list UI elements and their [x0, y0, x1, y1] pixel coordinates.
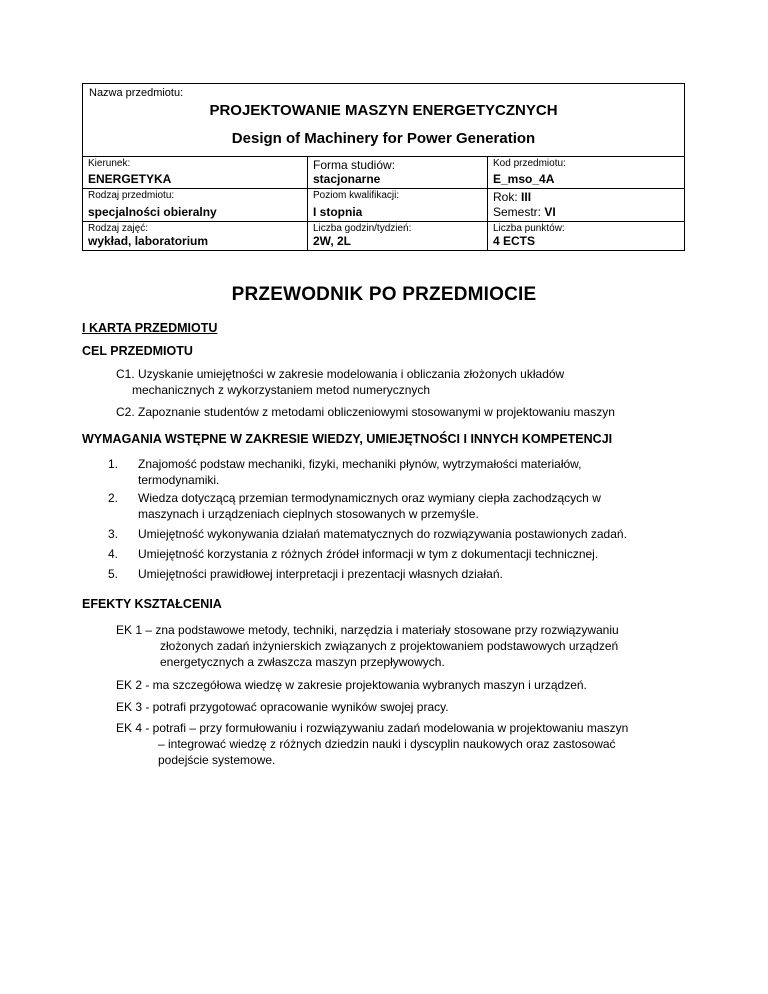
list-item-text-cont: maszynach i urządzeniach cieplnych stosowanych w przemyśle. [138, 507, 479, 521]
ek1-line3: energetycznych a zwłaszcza maszyn przepływowych. [160, 655, 445, 669]
goal-c1 [116, 366, 676, 398]
list-item [108, 526, 668, 542]
goal-c1-line2: mechanicznych z wykorzystaniem metod numerycznych [132, 383, 431, 397]
list-item [108, 456, 668, 488]
list-item-number: 4. [108, 547, 119, 561]
efekty-heading: EFEKTY KSZTAŁCENIA [82, 597, 222, 611]
punkty-cell [488, 222, 684, 250]
subject-title-en: Design of Machinery for Power Generation [231, 130, 536, 147]
page-title: PRZEWODNIK PO PRZEDMIOCIE [231, 284, 537, 305]
godziny-label: Liczba godzin/tydzień: [313, 223, 412, 234]
godziny-cell [308, 222, 488, 250]
kierunek-label: Kierunek: [88, 158, 131, 169]
godziny-value: 2W, 2L [313, 234, 352, 248]
kod-value: E_mso_4A [493, 172, 555, 186]
rodzaj-przedmiotu-value: specjalności obieralny [88, 205, 217, 219]
section-heading: I KARTA PRZEDMIOTU [82, 321, 218, 335]
goal-c2: C2. Zapoznanie studentów z metodami obliczeniowymi stosowanymi w projektowaniu maszyn [116, 405, 615, 419]
list-item-text: Umiejętności prawidłowej interpretacji i prezentacji własnych działań. [138, 567, 503, 581]
subject-name-cell [83, 84, 684, 157]
kierunek-value: ENERGETYKA [88, 172, 172, 186]
ek4-line1: EK 4 - potrafi – przy formułowaniu i rozwiązywaniu zadań modelowania w projektowaniu maszyn [116, 721, 629, 735]
list-item-text: Umiejętność wykonywania działań matematycznych do rozwiązywania postawionych zadań. [138, 527, 627, 541]
list-item-text: Znajomość podstaw mechaniki, fizyki, mechaniki płynów, wytrzymałości materiałów, [138, 457, 582, 471]
punkty-value: 4 ECTS [493, 234, 536, 248]
goal-c1-line1: C1. Uzyskanie umiejętności w zakresie modelowania i obliczania złożonych układów [116, 367, 565, 381]
poziom-label: Poziom kwalifikacji: [313, 190, 400, 201]
ek2: EK 2 - ma szczegółowa wiedzę w zakresie projektowania wybranych maszyn i urządzeń. [116, 678, 587, 692]
semestr-value: VI [544, 205, 556, 219]
forma-value: stacjonarne [313, 172, 381, 186]
ek3: EK 3 - potrafi przygotować opracowanie wyników swojej pracy. [116, 700, 449, 714]
list-item-text-cont: termodynamiki. [138, 473, 220, 487]
poziom-value: I stopnia [313, 205, 363, 219]
list-item-number: 2. [108, 491, 119, 505]
table-row [83, 189, 684, 222]
rok-line [493, 190, 531, 204]
list-item [108, 546, 668, 562]
subject-title-pl: PROJEKTOWANIE MASZYN ENERGETYCZNYCH [209, 102, 558, 119]
table-row [83, 157, 684, 189]
punkty-label: Liczba punktów: [493, 223, 565, 234]
rodzaj-zajec-label: Rodzaj zajęć: [88, 223, 149, 234]
ek4 [116, 720, 676, 768]
forma-cell [308, 157, 488, 188]
rok-semestr-cell [488, 189, 684, 221]
rok-label: Rok: [493, 190, 518, 204]
course-info-table [82, 83, 685, 251]
ek1-line1: EK 1 – zna podstawowe metody, techniki, narzędzia i materiały stosowane przy rozwiązywaniu [116, 623, 619, 637]
semestr-line [493, 205, 556, 219]
list-item [108, 490, 668, 522]
list-item-number: 5. [108, 567, 119, 581]
list-item-text: Wiedza dotyczącą przemian termodynamicznych oraz wymiany ciepła zachodzących w [138, 491, 601, 505]
kierunek-cell [83, 157, 308, 188]
forma-label: Forma studiów: [313, 158, 396, 172]
list-item-text: Umiejętność korzystania z różnych źródeł informacji w tym z dokumentacji technicznej. [138, 547, 599, 561]
rodzaj-przedmiotu-cell [83, 189, 308, 221]
semestr-label: Semestr: [493, 205, 542, 219]
kod-label: Kod przedmiotu: [493, 158, 566, 169]
ek1 [116, 622, 676, 670]
list-item-number: 1. [108, 457, 119, 471]
rodzaj-zajec-value: wykład, laboratorium [88, 234, 209, 248]
subject-label: Nazwa przedmiotu: [89, 87, 184, 99]
ek1-line2: złożonych zadań inżynierskich związanych z projektowaniem podstawowych urządzeń [160, 639, 619, 653]
rodzaj-przedmiotu-label: Rodzaj przedmiotu: [88, 190, 175, 201]
ek4-line2: – integrować wiedzę z różnych dziedzin nauki i dyscyplin naukowych oraz zastosować [158, 737, 616, 751]
rok-value: III [521, 190, 532, 204]
poziom-cell [308, 189, 488, 221]
rodzaj-zajec-cell [83, 222, 308, 250]
table-row [83, 222, 684, 250]
list-item [108, 566, 668, 582]
kod-cell [488, 157, 684, 188]
list-item-number: 3. [108, 527, 119, 541]
wymagania-heading: WYMAGANIA WSTĘPNE W ZAKRESIE WIEDZY, UMIEJĘTNOŚCI I INNYCH KOMPETENCJI [82, 432, 613, 446]
cel-heading: CEL PRZEDMIOTU [82, 344, 193, 358]
ek4-line3: podejście systemowe. [158, 753, 276, 767]
